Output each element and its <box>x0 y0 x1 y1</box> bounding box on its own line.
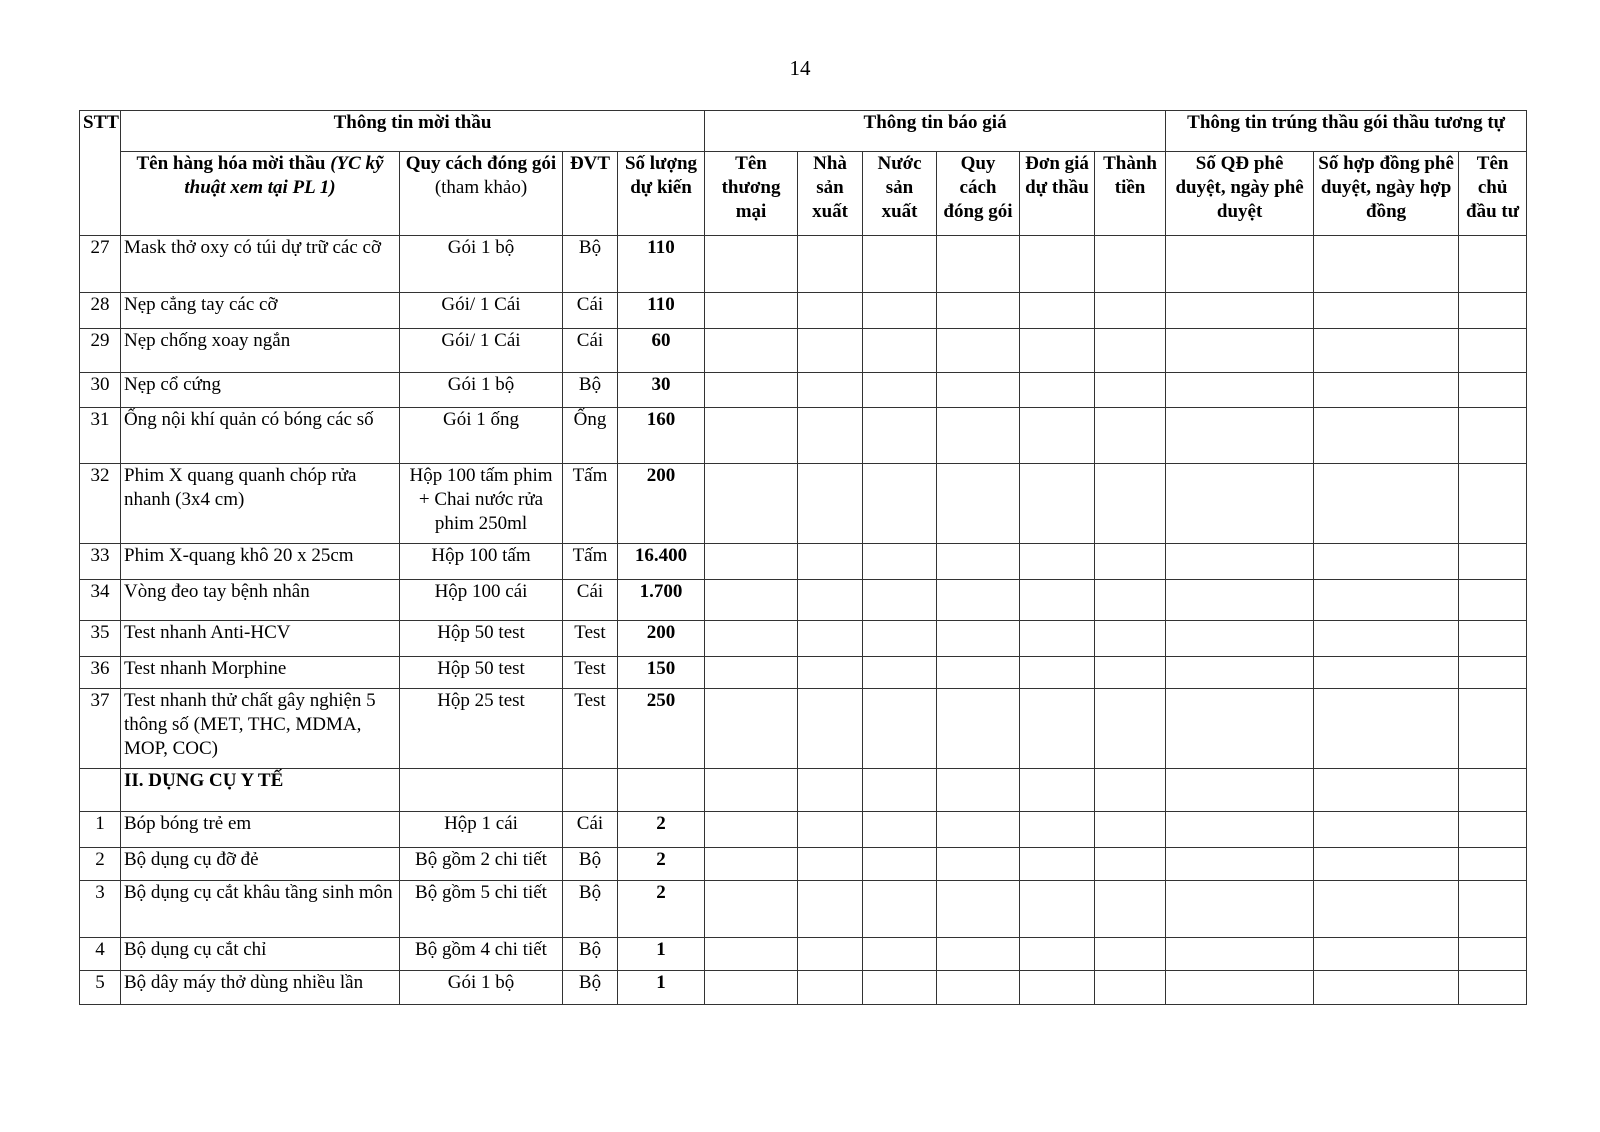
empty-cell <box>1020 848 1095 881</box>
row-unit: Tấm <box>563 544 618 580</box>
empty-cell <box>705 408 798 464</box>
empty-cell <box>1314 236 1459 293</box>
row-unit: Bộ <box>563 971 618 1005</box>
empty-cell <box>1095 293 1166 329</box>
row-quantity: 2 <box>618 812 705 848</box>
empty-cell <box>937 848 1020 881</box>
empty-cell <box>798 938 863 971</box>
empty-cell <box>863 938 937 971</box>
header-group-moi-thau: Thông tin mời thầu <box>121 111 705 152</box>
row-stt: 31 <box>80 408 121 464</box>
row-packaging: Gói 1 ống <box>400 408 563 464</box>
row-item-name: Test nhanh thử chất gây nghiện 5 thông số (MET, THC, MDMA, MOP, COC) <box>121 689 400 769</box>
empty-cell <box>1314 769 1459 812</box>
row-packaging: Hộp 50 test <box>400 621 563 657</box>
empty-cell <box>937 769 1020 812</box>
empty-cell <box>1459 544 1527 580</box>
row-quantity: 1 <box>618 938 705 971</box>
empty-cell <box>1020 881 1095 938</box>
empty-cell <box>1459 329 1527 373</box>
empty-cell <box>798 408 863 464</box>
empty-cell <box>1020 971 1095 1005</box>
row-unit: Bộ <box>563 373 618 408</box>
row-unit: Bộ <box>563 236 618 293</box>
row-item-name: Mask thở oxy có túi dự trữ các cỡ <box>121 236 400 293</box>
empty-cell <box>937 544 1020 580</box>
row-stt: 1 <box>80 812 121 848</box>
table-row <box>80 236 1527 293</box>
empty-cell <box>705 236 798 293</box>
empty-cell <box>1459 408 1527 464</box>
empty-cell <box>863 580 937 621</box>
header-nuoc-san-xuat: Nước sản xuất <box>863 152 937 236</box>
row-quantity: 150 <box>618 657 705 689</box>
empty-cell <box>1459 373 1527 408</box>
row-unit: Bộ <box>563 848 618 881</box>
empty-cell <box>1314 464 1459 544</box>
row-item-name: Nẹp chống xoay ngắn <box>121 329 400 373</box>
empty-cell <box>1020 293 1095 329</box>
empty-cell <box>1314 621 1459 657</box>
row-unit: Test <box>563 689 618 769</box>
empty-cell <box>1459 657 1527 689</box>
table-row <box>80 881 1527 938</box>
empty-cell <box>1166 544 1314 580</box>
empty-cell <box>1095 881 1166 938</box>
empty-cell <box>1166 657 1314 689</box>
empty-cell <box>1314 329 1459 373</box>
empty-cell <box>798 971 863 1005</box>
header-dvt: ĐVT <box>563 152 618 236</box>
empty-cell <box>937 689 1020 769</box>
row-item-name: Nẹp cổ cứng <box>121 373 400 408</box>
empty-cell <box>863 373 937 408</box>
empty-cell <box>1095 373 1166 408</box>
empty-cell <box>863 236 937 293</box>
header-group-trung-thau: Thông tin trúng thầu gói thầu tương tự <box>1166 111 1527 152</box>
row-item-name: Bộ dụng cụ cắt chỉ <box>121 938 400 971</box>
row-quantity: 1 <box>618 971 705 1005</box>
empty-cell <box>863 544 937 580</box>
row-unit: Test <box>563 621 618 657</box>
empty-cell <box>798 848 863 881</box>
empty-cell <box>1095 848 1166 881</box>
empty-cell <box>1095 938 1166 971</box>
empty-cell <box>1314 971 1459 1005</box>
header-ten-hang-hoa: Tên hàng hóa mời thầu (YC kỹ thuật xem tại PL 1) <box>121 152 400 236</box>
empty-cell <box>1095 971 1166 1005</box>
empty-cell <box>1166 329 1314 373</box>
empty-cell <box>798 881 863 938</box>
row-item-name: Phim X quang quanh chóp rửa nhanh (3x4 cm) <box>121 464 400 544</box>
empty-cell <box>1166 848 1314 881</box>
empty-cell <box>937 580 1020 621</box>
empty-cell <box>705 812 798 848</box>
empty-cell <box>1020 464 1095 544</box>
empty-cell <box>1314 848 1459 881</box>
section-row <box>80 769 1527 812</box>
row-packaging: Hộp 100 cái <box>400 580 563 621</box>
empty-cell <box>1166 971 1314 1005</box>
empty-cell <box>863 769 937 812</box>
empty-cell <box>1459 580 1527 621</box>
row-quantity: 110 <box>618 236 705 293</box>
empty-cell <box>798 373 863 408</box>
empty-cell <box>1166 464 1314 544</box>
header-thanh-tien: Thành tiền <box>1095 152 1166 236</box>
empty-cell <box>937 329 1020 373</box>
empty-cell <box>705 848 798 881</box>
empty-cell <box>563 769 618 812</box>
empty-cell <box>705 689 798 769</box>
header-quy-cach: Quy cách đóng gói (tham khảo) <box>400 152 563 236</box>
empty-cell <box>798 689 863 769</box>
empty-cell <box>618 769 705 812</box>
empty-cell <box>1314 938 1459 971</box>
table-row <box>80 621 1527 657</box>
table-row <box>80 464 1527 544</box>
empty-cell <box>1459 464 1527 544</box>
row-unit: Test <box>563 657 618 689</box>
empty-cell <box>1166 881 1314 938</box>
table-row <box>80 938 1527 971</box>
empty-cell <box>1314 293 1459 329</box>
row-packaging: Hộp 1 cái <box>400 812 563 848</box>
empty-cell <box>863 812 937 848</box>
table-row <box>80 408 1527 464</box>
empty-cell <box>1095 236 1166 293</box>
row-stt: 28 <box>80 293 121 329</box>
row-packaging: Bộ gồm 2 chi tiết <box>400 848 563 881</box>
row-packaging: Hộp 100 tấm <box>400 544 563 580</box>
empty-cell <box>1095 464 1166 544</box>
empty-cell <box>1459 938 1527 971</box>
empty-cell <box>1020 236 1095 293</box>
empty-cell <box>798 657 863 689</box>
empty-cell <box>937 657 1020 689</box>
empty-cell <box>1166 373 1314 408</box>
empty-cell <box>1020 544 1095 580</box>
empty-cell <box>863 971 937 1005</box>
empty-cell <box>798 544 863 580</box>
row-stt: 5 <box>80 971 121 1005</box>
empty-cell <box>1020 621 1095 657</box>
row-quantity: 160 <box>618 408 705 464</box>
header-ten-thuong-mai: Tên thương mại <box>705 152 798 236</box>
row-quantity: 16.400 <box>618 544 705 580</box>
empty-cell <box>1459 689 1527 769</box>
table-row <box>80 293 1527 329</box>
header-quy-cach-dong-goi: Quy cách đóng gói <box>937 152 1020 236</box>
header-group-bao-gia: Thông tin báo giá <box>705 111 1166 152</box>
empty-cell <box>1166 580 1314 621</box>
row-packaging: Gói 1 bộ <box>400 373 563 408</box>
header-so-qd: Số QĐ phê duyệt, ngày phê duyệt <box>1166 152 1314 236</box>
row-quantity: 30 <box>618 373 705 408</box>
empty-cell <box>1095 621 1166 657</box>
table-row <box>80 580 1527 621</box>
row-quantity: 110 <box>618 293 705 329</box>
header-ten-chu-dau-tu: Tên chủ đầu tư <box>1459 152 1527 236</box>
empty-cell <box>705 621 798 657</box>
empty-cell <box>1095 408 1166 464</box>
table-row <box>80 689 1527 769</box>
empty-cell <box>1166 293 1314 329</box>
empty-cell <box>705 938 798 971</box>
empty-cell <box>863 293 937 329</box>
empty-cell <box>937 236 1020 293</box>
empty-cell <box>937 938 1020 971</box>
row-item-name: Bộ dây máy thở dùng nhiều lần <box>121 971 400 1005</box>
section-stt <box>80 769 121 812</box>
empty-cell <box>1459 971 1527 1005</box>
row-packaging: Bộ gồm 4 chi tiết <box>400 938 563 971</box>
page-number: 14 <box>789 56 811 80</box>
empty-cell <box>863 689 937 769</box>
header-so-hop-dong: Số hợp đồng phê duyệt, ngày hợp đồng <box>1314 152 1459 236</box>
row-item-name: Ống nội khí quản có bóng các số <box>121 408 400 464</box>
empty-cell <box>863 464 937 544</box>
row-stt: 2 <box>80 848 121 881</box>
empty-cell <box>1314 657 1459 689</box>
empty-cell <box>1020 580 1095 621</box>
row-quantity: 200 <box>618 621 705 657</box>
row-quantity: 250 <box>618 689 705 769</box>
row-stt: 34 <box>80 580 121 621</box>
empty-cell <box>937 812 1020 848</box>
empty-cell <box>705 544 798 580</box>
empty-cell <box>798 580 863 621</box>
empty-cell <box>1459 293 1527 329</box>
row-stt: 4 <box>80 938 121 971</box>
row-packaging: Gói/ 1 Cái <box>400 329 563 373</box>
empty-cell <box>863 621 937 657</box>
empty-cell <box>1166 689 1314 769</box>
empty-cell <box>1095 580 1166 621</box>
row-stt: 3 <box>80 881 121 938</box>
row-unit: Bộ <box>563 938 618 971</box>
empty-cell <box>798 464 863 544</box>
table-row <box>80 544 1527 580</box>
empty-cell <box>400 769 563 812</box>
empty-cell <box>1459 769 1527 812</box>
empty-cell <box>798 769 863 812</box>
row-packaging: Gói 1 bộ <box>400 236 563 293</box>
row-packaging: Bộ gồm 5 chi tiết <box>400 881 563 938</box>
empty-cell <box>705 580 798 621</box>
empty-cell <box>705 769 798 812</box>
header-stt: STT <box>80 111 121 236</box>
empty-cell <box>1314 544 1459 580</box>
row-stt: 33 <box>80 544 121 580</box>
empty-cell <box>1020 657 1095 689</box>
row-unit: Tấm <box>563 464 618 544</box>
row-quantity: 200 <box>618 464 705 544</box>
empty-cell <box>937 971 1020 1005</box>
empty-cell <box>937 881 1020 938</box>
empty-cell <box>798 236 863 293</box>
empty-cell <box>798 812 863 848</box>
table-body <box>80 236 1527 1005</box>
row-item-name: Phim X-quang khô 20 x 25cm <box>121 544 400 580</box>
row-packaging: Hộp 25 test <box>400 689 563 769</box>
row-quantity: 60 <box>618 329 705 373</box>
empty-cell <box>937 408 1020 464</box>
empty-cell <box>798 621 863 657</box>
empty-cell <box>1459 848 1527 881</box>
row-stt: 27 <box>80 236 121 293</box>
empty-cell <box>1314 373 1459 408</box>
row-unit: Cái <box>563 580 618 621</box>
empty-cell <box>1095 812 1166 848</box>
bid-table <box>79 110 1527 1005</box>
empty-cell <box>863 657 937 689</box>
row-item-name: Bóp bóng trẻ em <box>121 812 400 848</box>
row-packaging: Hộp 100 tấm phim + Chai nước rửa phim 250ml <box>400 464 563 544</box>
header-nha-san-xuat: Nhà sản xuất <box>798 152 863 236</box>
row-unit: Bộ <box>563 881 618 938</box>
empty-cell <box>1020 689 1095 769</box>
empty-cell <box>705 657 798 689</box>
empty-cell <box>1095 544 1166 580</box>
empty-cell <box>1166 408 1314 464</box>
empty-cell <box>863 881 937 938</box>
row-item-name: Test nhanh Morphine <box>121 657 400 689</box>
empty-cell <box>798 293 863 329</box>
row-unit: Cái <box>563 812 618 848</box>
row-item-name: Test nhanh Anti-HCV <box>121 621 400 657</box>
empty-cell <box>1095 769 1166 812</box>
empty-cell <box>1095 657 1166 689</box>
row-packaging: Hộp 50 test <box>400 657 563 689</box>
empty-cell <box>863 408 937 464</box>
empty-cell <box>937 293 1020 329</box>
empty-cell <box>937 621 1020 657</box>
empty-cell <box>1020 408 1095 464</box>
section-title: II. DỤNG CỤ Y TẾ <box>121 769 400 812</box>
empty-cell <box>1020 373 1095 408</box>
empty-cell <box>1166 769 1314 812</box>
empty-cell <box>1020 769 1095 812</box>
row-quantity: 2 <box>618 881 705 938</box>
empty-cell <box>1459 812 1527 848</box>
empty-cell <box>705 464 798 544</box>
empty-cell <box>1459 881 1527 938</box>
row-quantity: 2 <box>618 848 705 881</box>
empty-cell <box>1020 812 1095 848</box>
row-quantity: 1.700 <box>618 580 705 621</box>
row-stt: 36 <box>80 657 121 689</box>
empty-cell <box>1095 689 1166 769</box>
empty-cell <box>705 373 798 408</box>
empty-cell <box>1166 621 1314 657</box>
row-unit: Cái <box>563 329 618 373</box>
empty-cell <box>1166 236 1314 293</box>
empty-cell <box>705 971 798 1005</box>
row-stt: 29 <box>80 329 121 373</box>
row-item-name: Nẹp cẳng tay các cỡ <box>121 293 400 329</box>
empty-cell <box>1166 812 1314 848</box>
header-so-luong: Số lượng dự kiến <box>618 152 705 236</box>
table-row <box>80 812 1527 848</box>
table-row <box>80 848 1527 881</box>
empty-cell <box>1459 621 1527 657</box>
row-stt: 37 <box>80 689 121 769</box>
row-item-name: Bộ dụng cụ cắt khâu tầng sinh môn <box>121 881 400 938</box>
empty-cell <box>937 464 1020 544</box>
empty-cell <box>937 373 1020 408</box>
row-unit: Ống <box>563 408 618 464</box>
row-stt: 32 <box>80 464 121 544</box>
empty-cell <box>1314 580 1459 621</box>
table-row <box>80 373 1527 408</box>
empty-cell <box>1314 812 1459 848</box>
empty-cell <box>863 848 937 881</box>
row-stt: 35 <box>80 621 121 657</box>
table-row <box>80 329 1527 373</box>
empty-cell <box>705 293 798 329</box>
empty-cell <box>1314 881 1459 938</box>
empty-cell <box>1459 236 1527 293</box>
table-row <box>80 657 1527 689</box>
empty-cell <box>1095 329 1166 373</box>
row-packaging: Gói 1 bộ <box>400 971 563 1005</box>
empty-cell <box>705 329 798 373</box>
row-packaging: Gói/ 1 Cái <box>400 293 563 329</box>
row-unit: Cái <box>563 293 618 329</box>
row-stt: 30 <box>80 373 121 408</box>
empty-cell <box>798 329 863 373</box>
header-don-gia: Đơn giá dự thầu <box>1020 152 1095 236</box>
empty-cell <box>1020 329 1095 373</box>
empty-cell <box>1314 689 1459 769</box>
empty-cell <box>863 329 937 373</box>
row-item-name: Bộ dụng cụ đỡ đẻ <box>121 848 400 881</box>
empty-cell <box>705 881 798 938</box>
empty-cell <box>1314 408 1459 464</box>
empty-cell <box>1020 938 1095 971</box>
row-item-name: Vòng đeo tay bệnh nhân <box>121 580 400 621</box>
table-row <box>80 971 1527 1005</box>
empty-cell <box>1166 938 1314 971</box>
